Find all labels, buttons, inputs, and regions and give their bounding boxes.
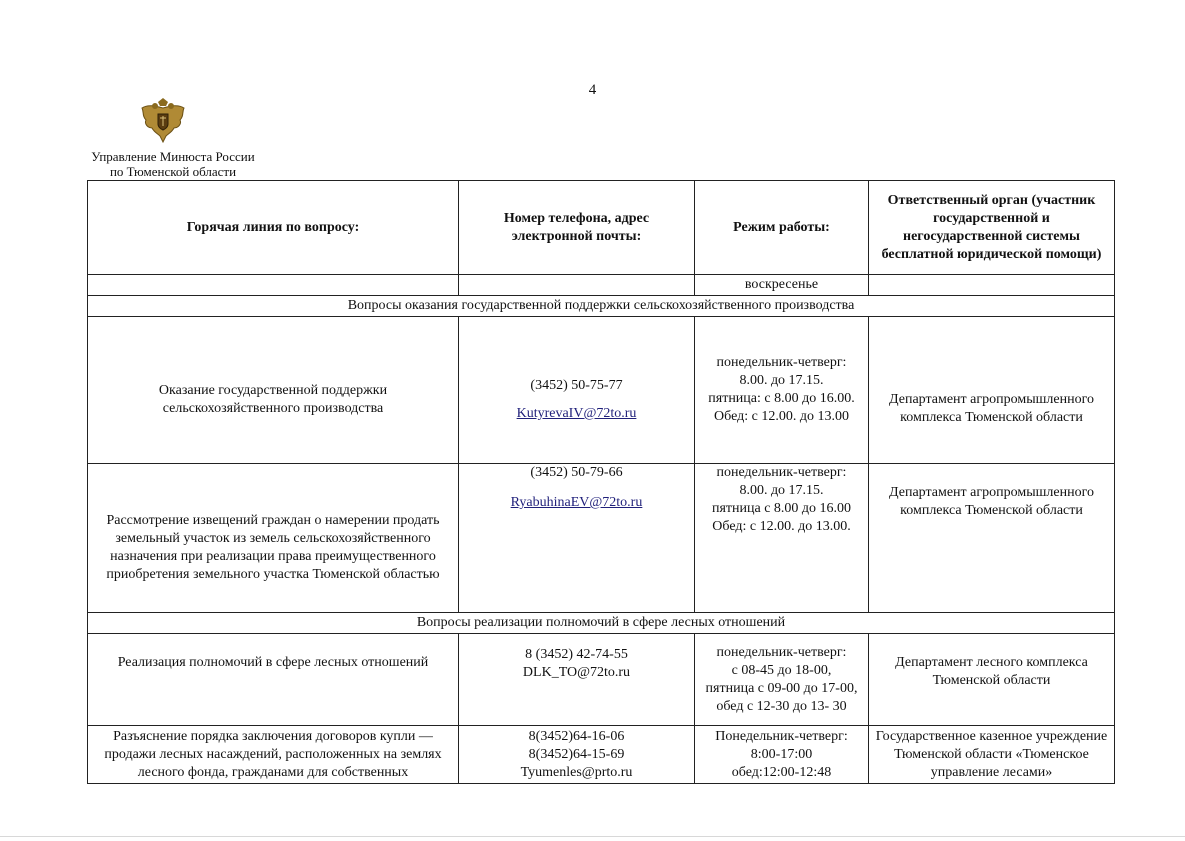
hotline-table [87,180,1115,784]
schedule-line: понедельник-четверг: [716,644,847,660]
schedule-line: обед:12:00-12:48 [731,764,832,780]
table-row [88,317,1115,464]
topic-text: Рассмотрение извещений граждан о намерении продать земельный участок из земель сельскохозяйственного назначения при реализации права преимущественного приобретения земельного участка Тюменской областью [106,513,440,582]
page-bottom-divider [0,836,1185,837]
header-responsible-body: Ответственный орган (участник государственной и негосударственной системы бесплатной юридической помощи) [869,181,1115,275]
org-line-1: Управление Минюста России [91,149,255,164]
cell-contacts [459,634,695,726]
org-text: Департамент агропромышленного комплекса Тюменской области [889,392,1094,425]
cell-topic [88,275,459,296]
cell-contacts [459,464,695,613]
table-row [88,464,1115,613]
section-row [88,296,1115,317]
cell-org [869,464,1115,613]
schedule-line: Понедельник-четверг: [715,728,848,744]
cell-org [869,726,1115,784]
section-row [88,613,1115,634]
cell-org [869,634,1115,726]
cell-topic [88,464,459,613]
schedule-line: понедельник-четверг: [716,355,847,370]
double-headed-eagle-icon [138,98,188,146]
cell-contacts [459,726,695,784]
topic-text: Разъяснение порядка заключения договоров купли — продажи лесных насаждений, расположенных на землях лесного фонда, гражданами для собственных [104,728,442,780]
cell-org [869,275,1115,296]
header-contacts: Номер телефона, адрес электронной почты: [459,181,695,275]
table-header-row [88,181,1115,275]
page-number: 4 [588,82,597,98]
cell-schedule: воскресенье [695,275,869,296]
table-row [88,634,1115,726]
schedule-line: обед с 12-30 до 13- 30 [716,698,847,714]
schedule-line: Обед: с 12.00. до 13.00. [712,519,851,534]
email-text: DLK_TO@72to.ru [522,665,631,680]
organization-name [78,149,268,179]
schedule-line: с 08-45 до 18-00, [731,662,832,678]
topic-text: Реализация полномочий в сфере лесных отношений [117,655,429,670]
schedule-line: 8:00-17:00 [750,746,813,762]
schedule-line: 8.00. до 17.15. [739,373,824,388]
org-text: Департамент лесного комплекса Тюменской области [895,655,1088,688]
schedule-line: понедельник-четверг: [716,465,847,480]
phone-number: (3452) 50-75-77 [530,378,623,393]
org-text: Государственное казенное учреждение Тюменской области «Тюменское управление лесами» [875,728,1108,780]
schedule-line: пятница с 8.00 до 16.00 [711,501,852,516]
header-topic: Горячая линия по вопросу: [88,181,459,275]
header-schedule: Режим работы: [695,181,869,275]
table-row [88,726,1115,784]
email-link[interactable]: KutyrevaIV@72to.ru [516,406,637,421]
schedule-line: пятница с 09-00 до 17-00, [705,680,858,696]
phone-number: 8(3452)64-15-69 [528,746,625,762]
cell-schedule [695,634,869,726]
schedule-line: пятница: с 8.00 до 16.00. [708,391,855,406]
cell-schedule [695,726,869,784]
schedule-line: 8.00. до 17.15. [739,483,824,498]
phone-number: (3452) 50-79-66 [530,465,623,480]
email-text: Tyumenles@prto.ru [520,764,633,780]
org-line-2: по Тюменской области [109,164,237,179]
org-text: Департамент агропромышленного комплекса Тюменской области [889,485,1094,518]
cell-topic [88,634,459,726]
cell-contacts [459,317,695,464]
email-link[interactable]: RyabuhinaEV@72to.ru [510,495,643,510]
cell-topic [88,317,459,464]
phone-number: 8(3452)64-16-06 [528,728,625,744]
phone-number: 8 (3452) 42-74-55 [525,647,628,662]
cell-org [869,317,1115,464]
cell-contacts [459,275,695,296]
section-title: Вопросы реализации полномочий в сфере лесных отношений [88,613,1115,634]
cell-schedule [695,317,869,464]
topic-text: Оказание государственной поддержки сельскохозяйственного производства [158,383,388,416]
table-row [88,275,1115,296]
section-title: Вопросы оказания государственной поддержки сельскохозяйственного производства [88,296,1115,317]
cell-topic [88,726,459,784]
cell-schedule [695,464,869,613]
schedule-line: Обед: с 12.00. до 13.00 [714,409,849,424]
